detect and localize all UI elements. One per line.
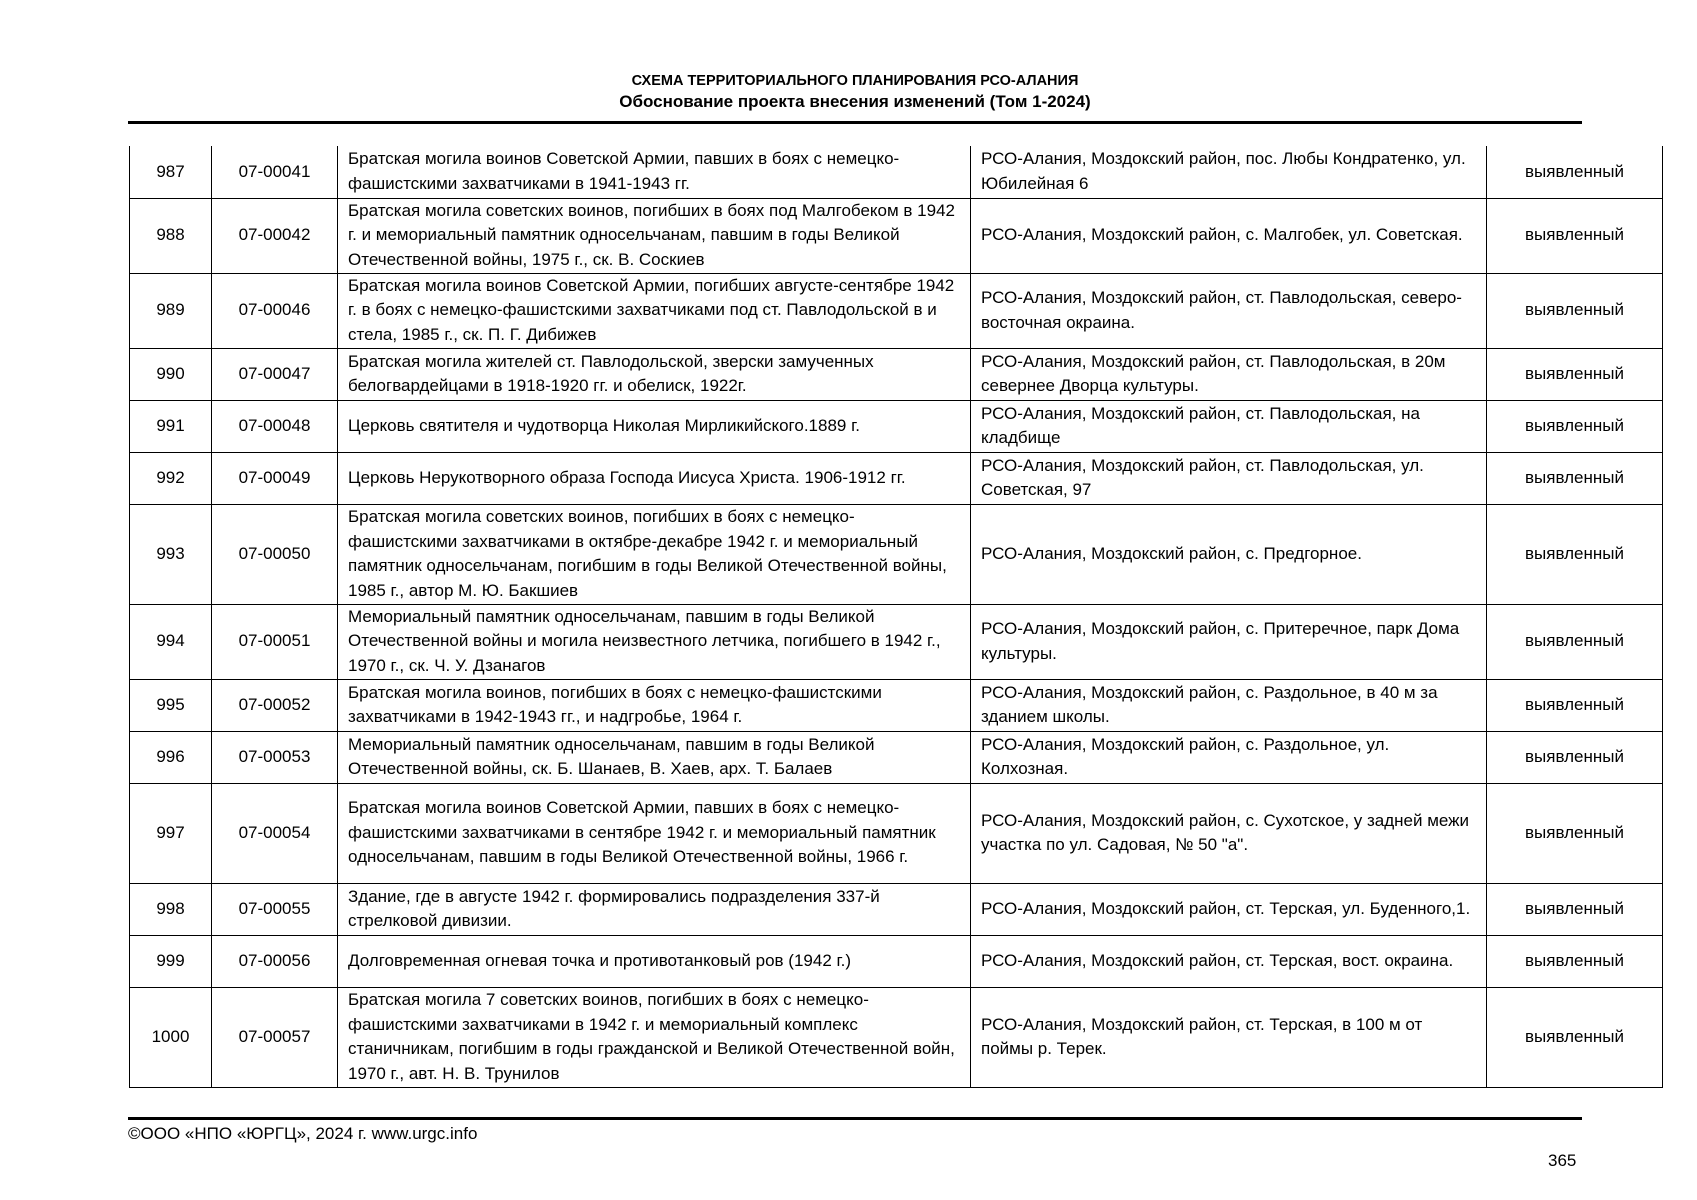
cell-status: выявленный: [1487, 883, 1663, 935]
cell-address: РСО-Алания, Моздокский район, с. Раздольное, ул. Колхозная.: [971, 731, 1487, 783]
table-row: [130, 604, 1663, 679]
footer-copyright: ©ООО «НПО «ЮРГЦ», 2024 г. www.urgc.info: [128, 1124, 478, 1143]
document-title: СХЕМА ТЕРРИТОРИАЛЬНОГО ПЛАНИРОВАНИЯ РСО-АЛАНИЯ: [631, 73, 1079, 89]
cell-number: 994: [130, 604, 212, 679]
cell-address: РСО-Алания, Моздокский район, ст. Павлодольская, северо-восточная окраина.: [971, 273, 1487, 348]
cell-status: выявленный: [1487, 679, 1663, 731]
table-row: [130, 783, 1663, 883]
cell-registry-code: 07-00051: [212, 604, 338, 679]
cell-object-name: Мемориальный памятник односельчанам, павшим в годы Великой Отечественной войны и могила неизвестного летчика, погибшего в 1942 г., 1970 г., ск. Ч. У. Дзанагов: [338, 604, 971, 679]
table-row: [130, 273, 1663, 348]
header-divider: [128, 121, 1582, 124]
cell-number: 998: [130, 883, 212, 935]
cell-status: выявленный: [1487, 935, 1663, 987]
table-row: [130, 731, 1663, 783]
cell-address: РСО-Алания, Моздокский район, с. Притеречное, парк Дома культуры.: [971, 604, 1487, 679]
cell-address: РСО-Алания, Моздокский район, ст. Терская, вост. окраина.: [971, 935, 1487, 987]
cell-object-name: Братская могила советских воинов, погибших в боях с немецко-фашистскими захватчиками в октябре-декабре 1942 г. и мемориальный памятник односельчанам, погибшим в годы Великой Отечественной войны, 1985 г., автор М. Ю. Бакшиев: [338, 504, 971, 604]
cell-status: выявленный: [1487, 731, 1663, 783]
cell-number: 996: [130, 731, 212, 783]
cell-status: выявленный: [1487, 273, 1663, 348]
cell-address: РСО-Алания, Моздокский район, с. Раздольное, в 40 м за зданием школы.: [971, 679, 1487, 731]
cell-registry-code: 07-00048: [212, 400, 338, 452]
table-row: [130, 935, 1663, 987]
table-row: [130, 348, 1663, 400]
cell-number: 999: [130, 935, 212, 987]
cell-status: выявленный: [1487, 504, 1663, 604]
page-number: 365: [1548, 1151, 1577, 1170]
cell-address: РСО-Алания, Моздокский район, с. Сухотское, у задней межи участка по ул. Садовая, № 50 "а".: [971, 783, 1487, 883]
cell-object-name: Церковь святителя и чудотворца Николая Мирликийского.1889 г.: [338, 400, 971, 452]
table-row: [130, 679, 1663, 731]
cell-registry-code: 07-00053: [212, 731, 338, 783]
cell-number: 997: [130, 783, 212, 883]
cell-object-name: Церковь Нерукотворного образа Господа Иисуса Христа. 1906-1912 гг.: [338, 452, 971, 504]
cell-registry-code: 07-00052: [212, 679, 338, 731]
footer-divider: [128, 1117, 1582, 1120]
cell-address: РСО-Алания, Моздокский район, пос. Любы Кондратенко, ул. Юбилейная 6: [971, 146, 1487, 198]
cell-status: выявленный: [1487, 452, 1663, 504]
cell-status: выявленный: [1487, 400, 1663, 452]
cell-number: 987: [130, 146, 212, 198]
cell-registry-code: 07-00042: [212, 198, 338, 273]
cell-number: 995: [130, 679, 212, 731]
table-row: [130, 452, 1663, 504]
cell-registry-code: 07-00056: [212, 935, 338, 987]
cell-status: выявленный: [1487, 348, 1663, 400]
table-row: [130, 198, 1663, 273]
cell-registry-code: 07-00050: [212, 504, 338, 604]
cell-registry-code: 07-00041: [212, 146, 338, 198]
cell-address: РСО-Алания, Моздокский район, с. Малгобек, ул. Советская.: [971, 198, 1487, 273]
cell-address: РСО-Алания, Моздокский район, ст. Терская, ул. Буденного,1.: [971, 883, 1487, 935]
cell-object-name: Братская могила жителей ст. Павлодольской, зверски замученных белогвардейцами в 1918-1920 гг. и обелиск, 1922г.: [338, 348, 971, 400]
table-body: [130, 146, 1663, 1087]
cell-address: РСО-Алания, Моздокский район, ст. Павлодольская, в 20м севернее Дворца культуры.: [971, 348, 1487, 400]
cell-registry-code: 07-00055: [212, 883, 338, 935]
cell-address: РСО-Алания, Моздокский район, ст. Павлодольская, ул. Советская, 97: [971, 452, 1487, 504]
page-header: [128, 72, 1582, 114]
cell-registry-code: 07-00046: [212, 273, 338, 348]
document-subtitle: Обоснование проекта внесения изменений (Том 1-2024): [619, 92, 1091, 111]
cell-object-name: Братская могила воинов Советской Армии, погибших августе-сентябре 1942 г. в боях с немецко-фашистскими захватчиками под ст. Павлодольской в и стела, 1985 г., ск. П. Г. Дибижев: [338, 273, 971, 348]
table-row: [130, 883, 1663, 935]
cell-registry-code: 07-00054: [212, 783, 338, 883]
cell-object-name: Братская могила воинов Советской Армии, павших в боях с немецко-фашистскими захватчиками в сентябре 1942 г. и мемориальный памятник односельчанам, павшим в годы Великой Отечественной войны, 1966 г.: [338, 783, 971, 883]
cell-status: выявленный: [1487, 146, 1663, 198]
cell-registry-code: 07-00057: [212, 987, 338, 1087]
cell-number: 992: [130, 452, 212, 504]
cell-object-name: Братская могила советских воинов, погибших в боях под Малгобеком в 1942 г. и мемориальный памятник односельчанам, павшим в годы Великой Отечественной войны, 1975 г., ск. В. Соскиев: [338, 198, 971, 273]
cell-address: РСО-Алания, Моздокский район, с. Предгорное.: [971, 504, 1487, 604]
cell-number: 991: [130, 400, 212, 452]
cell-number: 990: [130, 348, 212, 400]
cell-status: выявленный: [1487, 987, 1663, 1087]
cell-object-name: Братская могила воинов, погибших в боях с немецко-фашистскими захватчиками в 1942-1943 гг., и надгробье, 1964 г.: [338, 679, 971, 731]
cell-address: РСО-Алания, Моздокский район, ст. Павлодольская, на кладбище: [971, 400, 1487, 452]
cell-number: 989: [130, 273, 212, 348]
table-row: [130, 987, 1663, 1087]
table-row: [130, 400, 1663, 452]
cell-number: 993: [130, 504, 212, 604]
heritage-objects-table: [129, 146, 1663, 1088]
table-row: [130, 504, 1663, 604]
cell-status: выявленный: [1487, 198, 1663, 273]
cell-object-name: Долговременная огневая точка и противотанковый ров (1942 г.): [338, 935, 971, 987]
cell-status: выявленный: [1487, 783, 1663, 883]
cell-object-name: Здание, где в августе 1942 г. формировались подразделения 337-й стрелковой дивизии.: [338, 883, 971, 935]
cell-object-name: Братская могила 7 советских воинов, погибших в боях с немецко-фашистскими захватчиками в 1942 г. и мемориальный комплекс станичникам, погибшим в годы гражданской и Великой Отечественной войн, 1970 г., авт. Н. В. Трунилов: [338, 987, 971, 1087]
cell-registry-code: 07-00049: [212, 452, 338, 504]
cell-object-name: Братская могила воинов Советской Армии, павших в боях с немецко-фашистскими захватчиками в 1941-1943 гг.: [338, 146, 971, 198]
cell-object-name: Мемориальный памятник односельчанам, павшим в годы Великой Отечественной войны, ск. Б. Шанаев, В. Хаев, арх. Т. Балаев: [338, 731, 971, 783]
cell-number: 988: [130, 198, 212, 273]
cell-status: выявленный: [1487, 604, 1663, 679]
table-row: [130, 146, 1663, 198]
cell-number: 1000: [130, 987, 212, 1087]
cell-address: РСО-Алания, Моздокский район, ст. Терская, в 100 м от поймы р. Терек.: [971, 987, 1487, 1087]
cell-registry-code: 07-00047: [212, 348, 338, 400]
